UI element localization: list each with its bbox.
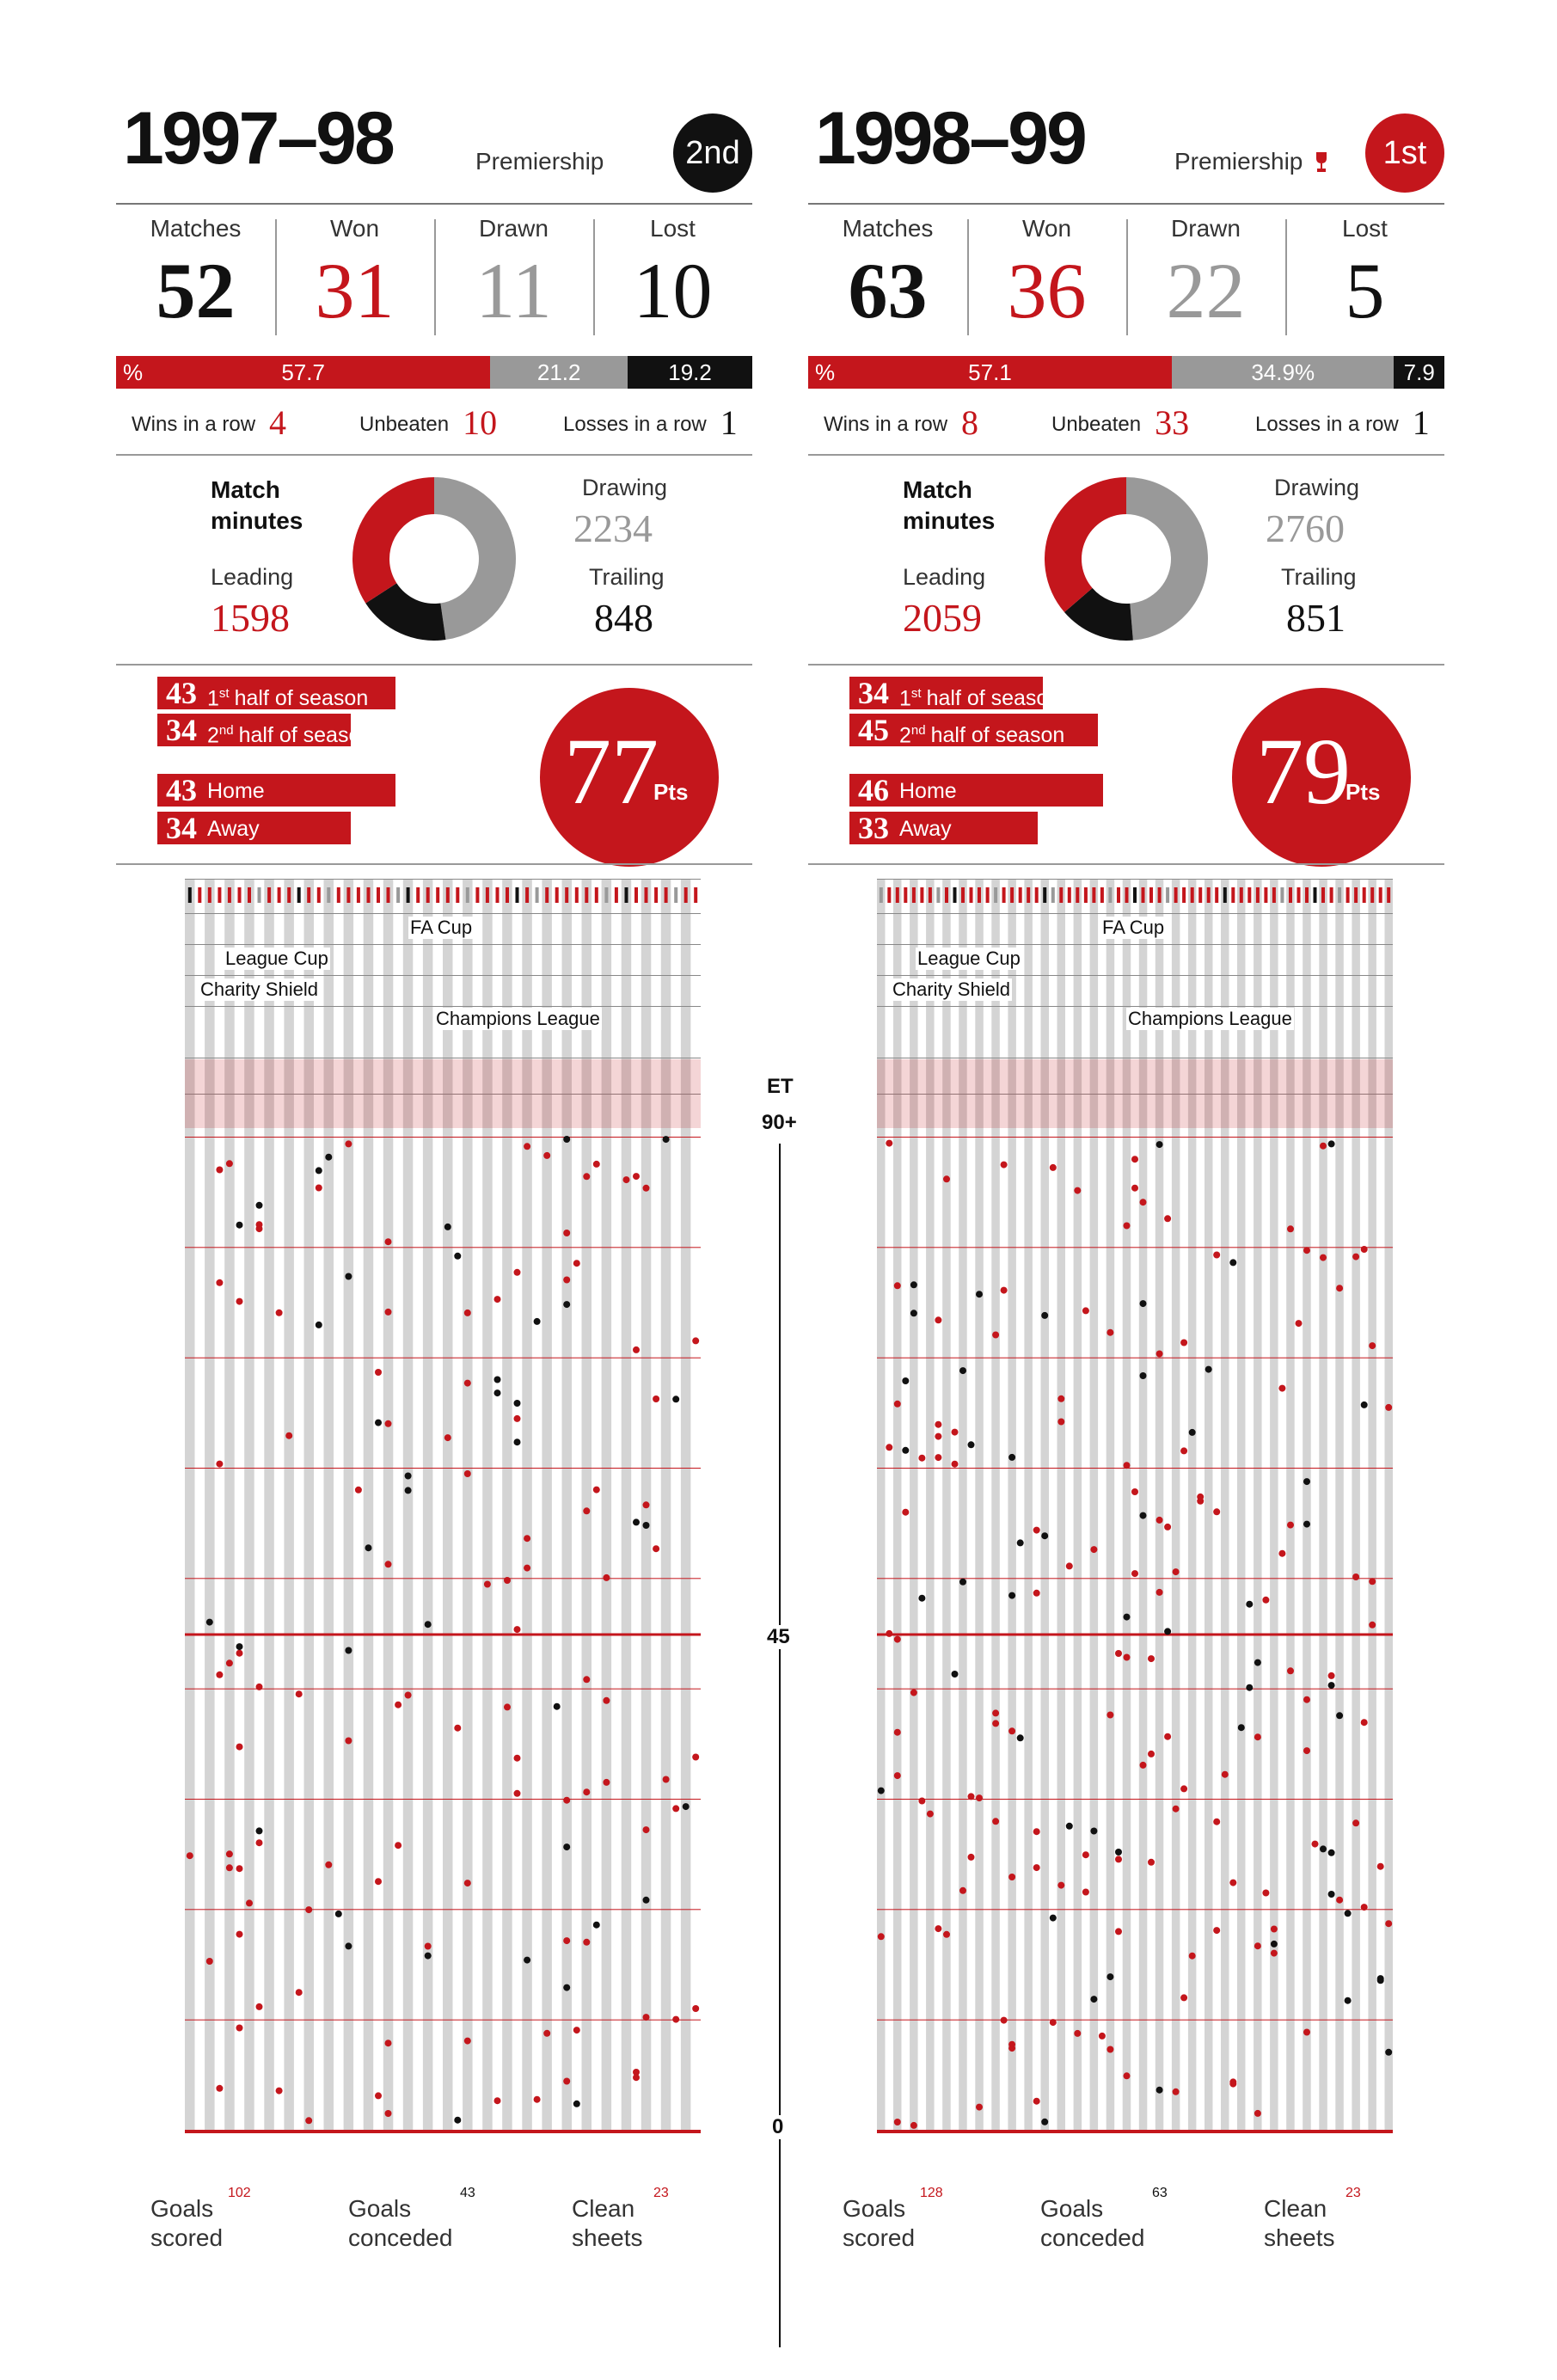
- trailing-value: 848: [594, 596, 653, 640]
- league-cup-label: League Cup: [225, 948, 328, 969]
- season-year: 1998–99: [815, 97, 1085, 180]
- drawing-label: Drawing: [1274, 475, 1360, 500]
- league-cup-label: League Cup: [917, 948, 1021, 969]
- stat-separator: [967, 219, 969, 335]
- home-points-bar-label: [899, 774, 957, 808]
- clean-sheets-value: 23: [1346, 2186, 1361, 2200]
- first-half-points-bar-value: 34: [858, 676, 889, 710]
- pct-lost-segment: 19.2: [628, 356, 752, 389]
- charity-shield-label: Charity Shield: [200, 978, 318, 1000]
- unbeaten-run-value: 10: [463, 403, 498, 442]
- drawn-stat-value: 11: [475, 247, 552, 334]
- lost-stat: [1285, 215, 1444, 334]
- lost-stat-label: Lost: [1342, 215, 1388, 242]
- first-half-points-bar: [849, 676, 1061, 711]
- losses-in-a-row-label: Losses in a row: [563, 413, 707, 436]
- half-text: half of season: [930, 723, 1065, 748]
- half-number: 1: [899, 686, 911, 711]
- pct-drawn-segment: 34.9%: [1172, 356, 1395, 389]
- goals-conceded-label: [348, 2194, 452, 2253]
- wins-in-a-row-value: 8: [961, 403, 979, 442]
- stat-separator: [1126, 219, 1128, 335]
- trophy-icon: [1315, 151, 1327, 174]
- away-points-bar: [849, 812, 1038, 844]
- trailing-value: 851: [1286, 596, 1346, 640]
- half-text: half of season: [926, 686, 1061, 711]
- away-points-bar-label: [899, 812, 952, 846]
- trailing-label: Trailing: [1281, 564, 1357, 590]
- trailing-label: Trailing: [589, 564, 665, 590]
- unbeaten-run-value: 33: [1155, 403, 1190, 442]
- venue-text: Away: [207, 817, 260, 841]
- total-points-circle: [540, 688, 719, 867]
- losses-in-a-row-label: Losses in a row: [1255, 413, 1399, 436]
- away-points-bar-label: [207, 812, 260, 846]
- matches-stat-label: Matches: [842, 215, 934, 242]
- fa-cup-label: FA Cup: [410, 917, 473, 938]
- second-half-points-bar-label: [207, 714, 372, 752]
- axis-label-45: 45: [767, 1625, 790, 1648]
- total-points-value: 79: [1256, 719, 1351, 824]
- clean-sheets-label-line2: sheets: [572, 2224, 643, 2251]
- won-stat: [275, 215, 434, 334]
- unbeaten-run-label: Unbeaten: [359, 413, 450, 436]
- match-minutes-title: [903, 475, 995, 537]
- half-number: 2: [207, 723, 219, 748]
- goals-scored-label-line1: Goals: [843, 2195, 906, 2222]
- match-minutes-title-1: Match: [903, 476, 972, 503]
- wins-in-a-row: [824, 402, 978, 443]
- matches-stat-value: 52: [156, 247, 236, 334]
- match-timeline-grid: [877, 879, 1393, 2143]
- goals-conceded-label-line2: conceded: [1040, 2224, 1145, 2251]
- losses-in-a-row: [563, 402, 738, 443]
- drawn-stat-label: Drawn: [1171, 215, 1241, 242]
- won-stat-label: Won: [1021, 215, 1072, 242]
- second-half-points-bar-label: [899, 714, 1064, 752]
- total-points-circle: [1232, 688, 1411, 867]
- total-points-label: Pts: [653, 779, 689, 805]
- minutes-divider: [116, 664, 752, 666]
- match-minutes-title-1: Match: [211, 476, 280, 503]
- second-half-points-bar: [157, 713, 373, 748]
- home-points-bar-value: 43: [166, 773, 197, 807]
- header-divider: [808, 203, 1444, 205]
- league-position-badge: 2nd: [673, 113, 752, 193]
- goals-scored-label-line2: scored: [843, 2224, 916, 2251]
- wins-in-a-row-value: 4: [269, 403, 287, 442]
- season-panel-1998: [808, 0, 1444, 2380]
- second-half-points-bar-value: 45: [858, 713, 889, 747]
- unbeaten-run-label: Unbeaten: [1051, 413, 1142, 436]
- stat-separator: [1285, 219, 1287, 335]
- axis-label-et: ET: [767, 1075, 794, 1098]
- league-position-badge: 1st: [1365, 113, 1444, 193]
- clean-sheets-label: [572, 2194, 643, 2253]
- total-points-value: 77: [564, 719, 659, 824]
- goals-conceded-label: [1040, 2194, 1144, 2253]
- ordinal-suffix: nd: [910, 723, 926, 738]
- ordinal-suffix: st: [218, 686, 230, 701]
- lost-stat: [593, 215, 752, 334]
- away-points-bar-value: 34: [166, 811, 197, 845]
- won-stat-value: 36: [1007, 247, 1087, 334]
- half-number: 1: [207, 686, 219, 711]
- goals-conceded-label-line1: Goals: [348, 2195, 412, 2222]
- total-points-label: Pts: [1346, 779, 1381, 805]
- streak-divider: [116, 454, 752, 456]
- axis-label-0: 0: [772, 2115, 784, 2138]
- away-points-bar: [157, 812, 351, 844]
- unbeaten-run: [359, 402, 497, 443]
- header-divider: [116, 203, 752, 205]
- half-number: 2: [899, 723, 911, 748]
- away-points-bar-value: 33: [858, 811, 889, 845]
- lost-stat-value: 5: [1345, 247, 1385, 334]
- leading-value: 1598: [211, 596, 290, 640]
- goals-conceded-label-line2: conceded: [348, 2224, 453, 2251]
- competition-label: Premiership: [475, 148, 604, 175]
- minutes-divider: [808, 664, 1444, 666]
- pct-symbol: %: [123, 359, 144, 385]
- donut-leading-slice: [352, 477, 434, 604]
- clean-sheets-value: 23: [653, 2186, 669, 2200]
- losses-in-a-row-value: 1: [720, 403, 738, 442]
- match-minutes-title: [211, 475, 303, 537]
- wins-in-a-row-label: Wins in a row: [824, 413, 948, 436]
- pct-won-segment: 57.1: [808, 356, 1172, 389]
- venue-text: Home: [899, 779, 957, 803]
- minutes-donut-chart: [1045, 477, 1208, 641]
- goals-scored-label: [843, 2194, 915, 2253]
- match-minutes-title-2: minutes: [903, 507, 996, 534]
- clean-sheets-label-line1: Clean: [572, 2195, 635, 2222]
- venue-text: Home: [207, 779, 265, 803]
- home-points-bar-value: 46: [858, 773, 889, 807]
- first-half-points-bar-label: [899, 677, 1060, 715]
- stat-separator: [593, 219, 595, 335]
- won-stat: [967, 215, 1126, 334]
- stat-separator: [434, 219, 436, 335]
- drawing-label: Drawing: [582, 475, 668, 500]
- pct-lost-segment: 7.9: [1394, 356, 1444, 389]
- matches-stat-value: 63: [848, 247, 928, 334]
- axis-line: [779, 1144, 781, 2347]
- first-half-points-bar-value: 43: [166, 676, 197, 710]
- goals-scored-label-line1: Goals: [150, 2195, 214, 2222]
- goals-conceded-label-line1: Goals: [1040, 2195, 1104, 2222]
- matches-stat-label: Matches: [150, 215, 242, 242]
- leading-label: Leading: [903, 564, 986, 590]
- second-half-points-bar-value: 34: [166, 713, 197, 747]
- clean-sheets-label-line2: sheets: [1264, 2224, 1335, 2251]
- goals-conceded-value: 63: [1152, 2186, 1168, 2200]
- pct-won-segment: 57.7: [116, 356, 490, 389]
- pct-drawn-segment: 21.2: [490, 356, 628, 389]
- venue-text: Away: [899, 817, 952, 841]
- goals-conceded-value: 43: [460, 2186, 475, 2200]
- leading-value: 2059: [903, 596, 982, 640]
- first-half-points-bar-label: [207, 677, 368, 715]
- ordinal-suffix: nd: [218, 723, 234, 738]
- drawn-stat: [1126, 215, 1285, 334]
- lost-stat-value: 10: [633, 247, 713, 334]
- axis-label-stoppage: 90+: [762, 1111, 797, 1134]
- drawing-value: 2234: [573, 506, 653, 550]
- matches-stat: [808, 215, 967, 334]
- matches-stat: [116, 215, 275, 334]
- pct-symbol: %: [815, 359, 836, 385]
- home-points-bar: [157, 774, 395, 807]
- won-stat-label: Won: [329, 215, 380, 242]
- charity-shield-label: Charity Shield: [892, 978, 1010, 1000]
- goals-scored-value: 102: [228, 2186, 251, 2200]
- half-text: half of season: [234, 686, 369, 711]
- match-minutes-title-2: minutes: [211, 507, 303, 534]
- clean-sheets-label-line1: Clean: [1264, 2195, 1327, 2222]
- stat-separator: [275, 219, 277, 335]
- wins-in-a-row: [132, 402, 286, 443]
- points-divider: [808, 863, 1444, 865]
- losses-in-a-row-value: 1: [1412, 403, 1430, 442]
- goals-scored-label-line2: scored: [150, 2224, 224, 2251]
- home-points-bar-label: [207, 774, 265, 808]
- second-half-points-bar: [849, 714, 1098, 746]
- points-divider: [116, 863, 752, 865]
- competition-label: Premiership: [1174, 148, 1303, 175]
- result-percentage-bar: [808, 356, 1444, 389]
- goals-scored-label: [150, 2194, 223, 2253]
- clean-sheets-label: [1264, 2194, 1335, 2253]
- losses-in-a-row: [1255, 402, 1430, 443]
- drawn-stat-label: Drawn: [479, 215, 549, 242]
- first-half-points-bar: [157, 677, 395, 709]
- champions-league-label: Champions League: [436, 1008, 600, 1029]
- donut-drawing-slice: [434, 477, 516, 640]
- result-percentage-bar: [116, 356, 752, 389]
- home-points-bar: [849, 774, 1103, 807]
- drawing-value: 2760: [1266, 506, 1345, 550]
- drawn-stat: [434, 215, 593, 334]
- season-year: 1997–98: [123, 97, 393, 180]
- fa-cup-label: FA Cup: [1102, 917, 1165, 938]
- donut-leading-slice: [1045, 477, 1126, 612]
- goals-scored-value: 128: [920, 2186, 943, 2200]
- minutes-donut-chart: [352, 477, 516, 641]
- unbeaten-run: [1051, 402, 1189, 443]
- match-timeline-grid: [185, 879, 701, 2143]
- drawn-stat-value: 22: [1166, 247, 1246, 334]
- won-stat-value: 31: [315, 247, 395, 334]
- wins-in-a-row-label: Wins in a row: [132, 413, 256, 436]
- champions-league-label: Champions League: [1128, 1008, 1292, 1029]
- leading-label: Leading: [211, 564, 294, 590]
- streak-divider: [808, 454, 1444, 456]
- donut-drawing-slice: [1126, 477, 1208, 641]
- half-text: half of season: [238, 723, 373, 748]
- ordinal-suffix: st: [910, 686, 922, 701]
- season-panel-1997: [116, 0, 752, 2380]
- lost-stat-label: Lost: [650, 215, 696, 242]
